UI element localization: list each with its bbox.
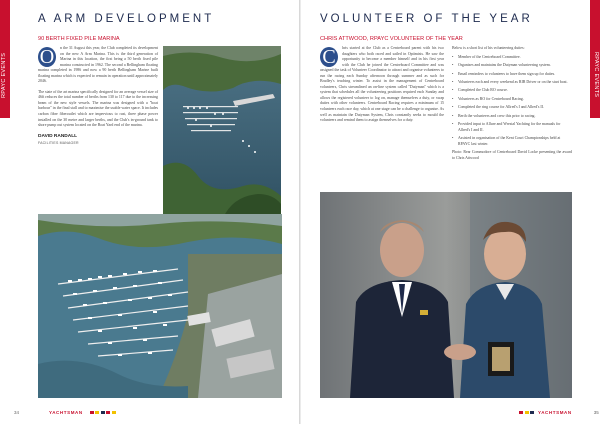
list-item: • Assisted in organisation of the Kent Court Championships held at RPAYC last winter. xyxy=(452,136,572,147)
page-gutter xyxy=(299,0,301,424)
list-item: • Berth the volunteers and crew this prior to racing. xyxy=(452,114,572,119)
section-tab-label: RPAYC EVENTS xyxy=(1,52,7,98)
list-item: • Email reminders to volunteers to have them sign up for duties. xyxy=(452,72,572,77)
right-paragraph: hris started at the Club as a Centreboard parent with his two daughters who both raced and sailed in Optimists. He saw the opportunity to become a member himself and in his first year with the Club he joined the Centreboard Committee and was assigned the task of Volunteer Coordinator to attract and organise volunteers to run the racing each Sunday afternoon through summer and as such for Bradley's teaching winter. To assist in the management of Centreboard volunteers, Chris streamlined an on-line system called "Dutyman" which is a system that schedules all the volunteering positions required each Sunday and allows the registered volunteer to log on, manage themselves a duty, or swap duties with other volunteers. Centreboard Racing requires a minimum of 15 volunteers each race day, which at one stage can be a challenge to organise. As well as maintain the Dutyman System, Chris constantly seeks to mould the volunteers and remind them to assign themselves for a duty. xyxy=(320,46,444,123)
list-item: • Member of the Centreboard Committee. xyxy=(452,55,572,60)
list-item: • Organises and maintains the Dutyman volunteering system. xyxy=(452,63,572,68)
list-item: • Volunteers each and every weekend as RIB Driver or on the start boat. xyxy=(452,80,572,85)
list-item: • Completed the Club RO course. xyxy=(452,88,572,93)
left-paragraph-1: n the 31 August this year, the Club completed its development on the new A Arm Marina. This is the third generation of Marina in this location, the first being a 50 berth fixed pile marina constructed in 1962. The second a Bellingham floating marina completed in 1986 and now a 90 berth Bellingham Marine built floating marina which is expected to remain in operation until approximately 2046. xyxy=(38,46,158,84)
author-role: FACILITIES MANAGER xyxy=(38,141,79,146)
section-tab-bar xyxy=(590,0,600,118)
list-item: • Volunteers as RO for Centreboard Racing. xyxy=(452,97,572,102)
right-page-subtitle: CHRIS ATTWOOD, RPAYC VOLUNTEER OF THE YEAR xyxy=(320,36,463,42)
right-page-title: VOLUNTEER OF THE YEAR xyxy=(320,13,533,25)
right-footer-magazine: YACHTSMAN xyxy=(538,409,572,415)
signal-flags-icon xyxy=(90,411,116,414)
right-dropcap: C xyxy=(320,47,338,67)
left-page-number: 34 xyxy=(14,409,20,415)
left-side-tab xyxy=(0,0,10,424)
left-footer xyxy=(14,408,116,416)
author-name: DAVID RANDALL xyxy=(38,133,78,139)
left-page-subtitle: 90 BERTH FIXED PILE MARINA xyxy=(38,36,120,42)
list-item: • Provided input to Allure and Wrestal Yachting for the manuals for Allred's I and II. xyxy=(452,122,572,133)
duties-intro: Below is a short list of his volunteering duties: xyxy=(452,46,525,50)
duties-list xyxy=(452,55,572,147)
marina-aerial-photo-small xyxy=(163,46,281,218)
right-article-body xyxy=(320,46,444,129)
left-paragraph-2: The state of the art marina specifically designed for an average vessel size of 46ft reduces the total number of berths from 130 to 117 due to the increasing beam of the new style vessels. The marina was designed with a "boat harbour" in the final stall and to maximise the usable water space. It includes carbon fibre fiberoutlet which are impervious to rust, three phase power installed on the 30 metre and larger berths, and the Club's in-ground tank to shore pump out system located on the Boat Yard end of the marina. xyxy=(38,89,158,128)
right-side-tab xyxy=(590,0,600,424)
photo-caption: Photo: Rear Commodore of Centreboard David Locke presenting the award to Chris Attwood xyxy=(452,149,572,160)
left-article-body xyxy=(38,46,158,147)
left-dropcap: O xyxy=(39,46,55,68)
list-item: • Completed the ring course for Allred's I and Allred's II. xyxy=(452,105,572,110)
section-tab-label: RPAYC EVENTS xyxy=(593,52,599,98)
right-page-number: 35 xyxy=(593,409,599,415)
signal-flags-icon xyxy=(519,411,534,414)
duties-column xyxy=(452,46,572,161)
left-footer-magazine: YACHTSMAN xyxy=(49,409,83,415)
marina-aerial-photo-large xyxy=(38,214,282,398)
right-footer xyxy=(516,408,599,416)
left-page-title: A ARM DEVELOPMENT xyxy=(38,13,215,25)
section-tab-bar xyxy=(0,0,10,118)
award-presentation-photo xyxy=(320,192,572,398)
